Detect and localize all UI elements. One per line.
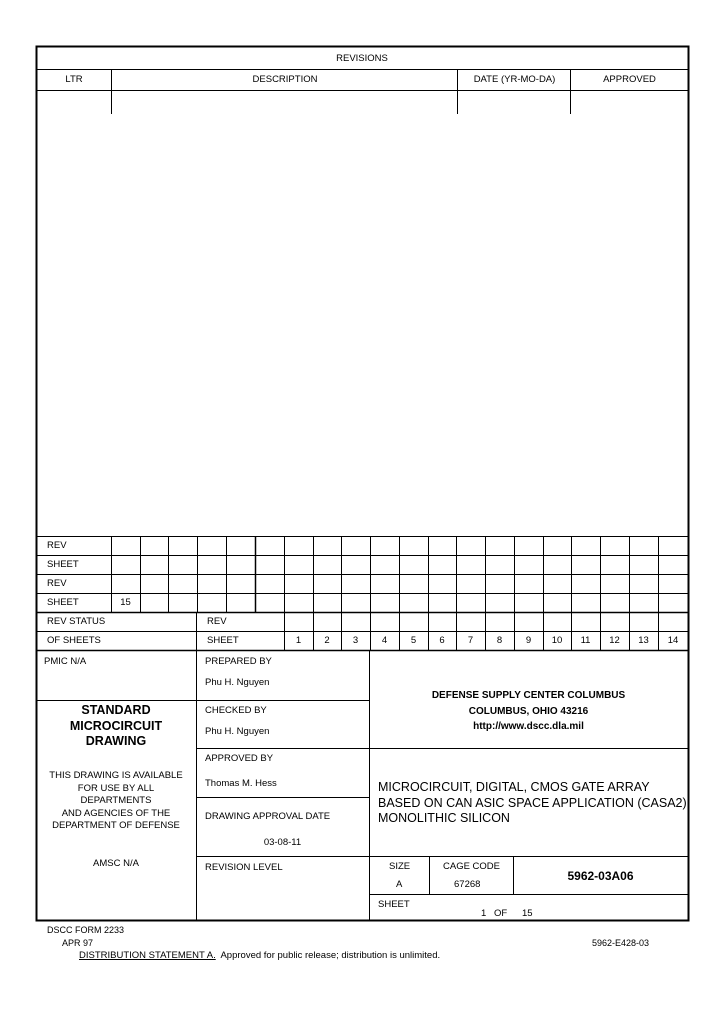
availability-line: AND AGENCIES OF THE <box>61 807 171 819</box>
availability-line: DEPARTMENTS <box>80 795 152 807</box>
pmic: PMIC N/A <box>44 656 87 667</box>
sheet-number: 11 <box>580 635 591 646</box>
sheet-number: 4 <box>381 635 388 646</box>
rev-row-label: REV <box>47 578 67 589</box>
size-label: SIZE <box>389 861 411 872</box>
availability-line: DEPARTMENT OF DEFENSE <box>52 820 180 832</box>
distribution-label: DISTRIBUTION STATEMENT A. <box>79 950 216 961</box>
document-code: 5962-E428-03 <box>592 938 650 948</box>
sheet-row-label: SHEET <box>47 559 79 570</box>
cage-label: CAGE CODE <box>443 861 501 872</box>
sheet-number: 7 <box>467 635 474 646</box>
ltr-header: LTR <box>65 74 83 85</box>
rev-status-label: REV STATUS <box>47 616 106 627</box>
form-number: DSCC FORM 2233 <box>47 925 125 935</box>
approval-date-label: DRAWING APPROVAL DATE <box>205 811 331 822</box>
sheet-of: OF <box>494 908 508 919</box>
standard-line: DRAWING <box>85 734 147 748</box>
rev-row-label: REV <box>47 540 67 551</box>
sheet-number: 10 <box>551 635 563 646</box>
date-header: DATE (YR-MO-DA) <box>473 74 556 85</box>
drawing-number: 5962-03A06 <box>567 869 634 883</box>
revisions-title: REVISIONS <box>336 53 388 64</box>
form-date: APR 97 <box>62 938 94 948</box>
of-sheets-label: OF SHEETS <box>47 635 101 646</box>
revision-level-label: REVISION LEVEL <box>205 862 283 873</box>
sheet-number: 8 <box>496 635 503 646</box>
agency-url: http://www.dscc.dla.mil <box>473 721 584 732</box>
distribution-text: Approved for public release; distribution is unlimited. <box>215 950 441 961</box>
approved-by-label: APPROVED BY <box>205 753 274 764</box>
prepared-by-label: PREPARED BY <box>205 656 272 667</box>
agency-name: DEFENSE SUPPLY CENTER COLUMBUS <box>431 690 626 701</box>
standard-microcircuit-drawing <box>36 703 196 750</box>
sheet-total: 15 <box>522 908 533 919</box>
amsc: AMSC N/A <box>93 858 139 869</box>
rev-label: REV <box>207 616 227 627</box>
title-line: MICROCIRCUIT, DIGITAL, CMOS GATE ARRAY <box>378 780 650 794</box>
cage-value: 67268 <box>454 879 481 890</box>
sheet-number: 1 <box>295 635 302 646</box>
sheet-number: 5 <box>410 635 417 646</box>
title-line: BASED ON CAN ASIC SPACE APPLICATION (CASA2), <box>378 795 691 810</box>
sheet-number: 3 <box>352 635 359 646</box>
size-value: A <box>396 879 403 890</box>
availability-line: THIS DRAWING IS AVAILABLE <box>49 770 183 781</box>
sheet-label: SHEET <box>207 635 239 646</box>
approval-date-value: 03-08-11 <box>263 837 302 848</box>
sheet-current: 1 <box>481 908 487 919</box>
distribution-statement <box>79 951 440 961</box>
checked-by-name: Phu H. Nguyen <box>205 726 270 737</box>
agency-block <box>369 688 688 735</box>
approved-by-name: Thomas M. Hess <box>205 778 277 789</box>
availability-line: FOR USE BY ALL <box>77 782 155 794</box>
sheet-number: 13 <box>638 635 649 646</box>
standard-line: STANDARD <box>81 703 151 717</box>
sheet-row-label: SHEET <box>47 597 79 608</box>
standard-line: MICROCIRCUIT <box>69 718 163 733</box>
checked-by-label: CHECKED BY <box>205 705 267 716</box>
sheet-number: 9 <box>525 635 532 646</box>
approved-header: APPROVED <box>603 74 656 85</box>
sheet-number: 6 <box>439 635 445 646</box>
prepared-by-name: Phu H. Nguyen <box>205 677 270 688</box>
sheet-number: 14 <box>667 635 679 646</box>
sheet-number: 12 <box>609 635 620 646</box>
description-header: DESCRIPTION <box>252 74 318 85</box>
availability-statement <box>36 770 196 833</box>
sheet-number: 2 <box>324 635 330 646</box>
drawing-title <box>378 780 690 827</box>
agency-city: COLUMBUS, OHIO 43216 <box>468 705 589 717</box>
title-line: MONOLITHIC SILICON <box>378 811 510 826</box>
sheet-footer-label: SHEET <box>378 899 410 910</box>
sheet-cell-value: 15 <box>120 597 131 608</box>
